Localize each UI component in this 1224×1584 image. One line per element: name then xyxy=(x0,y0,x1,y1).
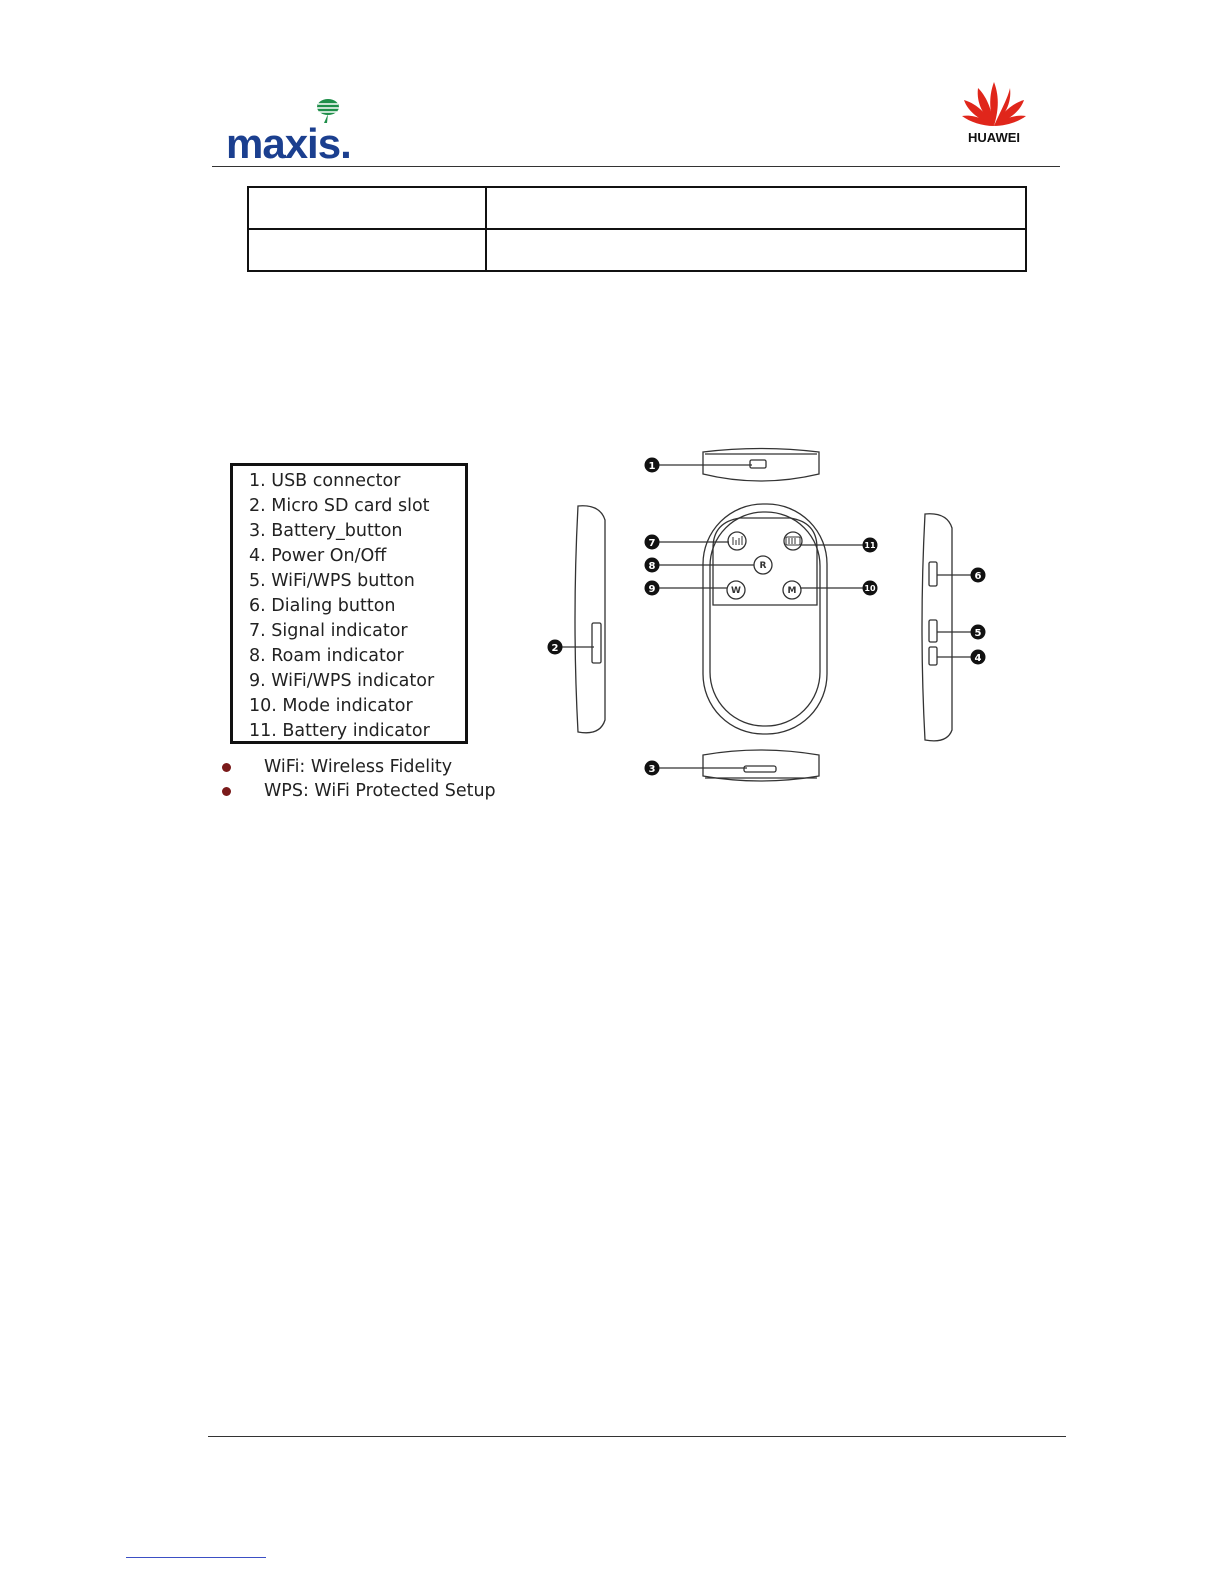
note-text: WPS: WiFi Protected Setup xyxy=(264,781,496,801)
legend-item: 10. Mode indicator xyxy=(249,696,413,716)
callout-5 xyxy=(971,625,986,640)
legend-item: 9. WiFi/WPS indicator xyxy=(249,671,435,691)
huawei-logo xyxy=(958,78,1030,150)
note-text: WiFi: Wireless Fidelity xyxy=(264,757,453,777)
huawei-wordmark: HUAWEI xyxy=(968,130,1020,145)
svg-text:2: 2 xyxy=(551,643,559,654)
legend-item: 8. Roam indicator xyxy=(249,646,404,666)
legend-item: 7. Signal indicator xyxy=(249,621,408,641)
callout-3 xyxy=(645,761,660,776)
legend-item: 5. WiFi/WPS button xyxy=(249,571,415,591)
callout-1 xyxy=(645,458,660,473)
wifi-indicator-letter: W xyxy=(731,586,741,596)
callout-2 xyxy=(548,640,563,655)
roam-indicator-letter: R xyxy=(759,561,767,571)
svg-text:9: 9 xyxy=(648,584,656,595)
legend-item: 11. Battery indicator xyxy=(249,721,430,741)
component-legend xyxy=(230,463,468,744)
device-diagram xyxy=(540,440,1000,800)
device-bottom-view xyxy=(703,750,819,781)
legend-item: 6. Dialing button xyxy=(249,596,396,616)
legend-item: 1. USB connector xyxy=(249,471,401,491)
svg-text:1: 1 xyxy=(648,461,656,472)
callout-4 xyxy=(971,650,986,665)
callout-8 xyxy=(645,558,660,573)
bullet-icon xyxy=(222,787,231,796)
svg-text:7: 7 xyxy=(648,538,656,549)
device-front-view xyxy=(703,504,827,734)
footer-rule xyxy=(208,1436,1066,1437)
callout-6 xyxy=(971,568,986,583)
svg-text:10: 10 xyxy=(864,584,876,593)
footer-link-underline[interactable] xyxy=(126,1557,266,1558)
svg-text:6: 6 xyxy=(974,571,982,582)
bullet-icon xyxy=(222,763,231,772)
device-right-side-view xyxy=(922,514,952,741)
legend-item: 3. Battery_button xyxy=(249,521,403,541)
svg-text:8: 8 xyxy=(648,561,656,572)
legend-item: 2. Micro SD card slot xyxy=(249,496,430,516)
huawei-flower-icon xyxy=(960,78,1028,128)
callout-10 xyxy=(863,581,878,596)
callout-9 xyxy=(645,581,660,596)
svg-text:5: 5 xyxy=(974,628,982,639)
maxis-logo xyxy=(222,98,372,167)
callout-7 xyxy=(645,535,660,550)
device-left-side-view xyxy=(575,506,605,733)
svg-text:11: 11 xyxy=(864,541,876,550)
spec-table xyxy=(247,186,1027,272)
legend-item: 4. Power On/Off xyxy=(249,546,387,566)
maxis-wordmark: maxis. xyxy=(226,120,351,167)
callout-11 xyxy=(863,538,878,553)
svg-text:4: 4 xyxy=(974,653,982,664)
header-rule xyxy=(212,166,1060,167)
svg-text:3: 3 xyxy=(648,764,656,775)
table-row-divider xyxy=(249,228,1025,230)
mode-indicator-letter: M xyxy=(787,586,797,596)
